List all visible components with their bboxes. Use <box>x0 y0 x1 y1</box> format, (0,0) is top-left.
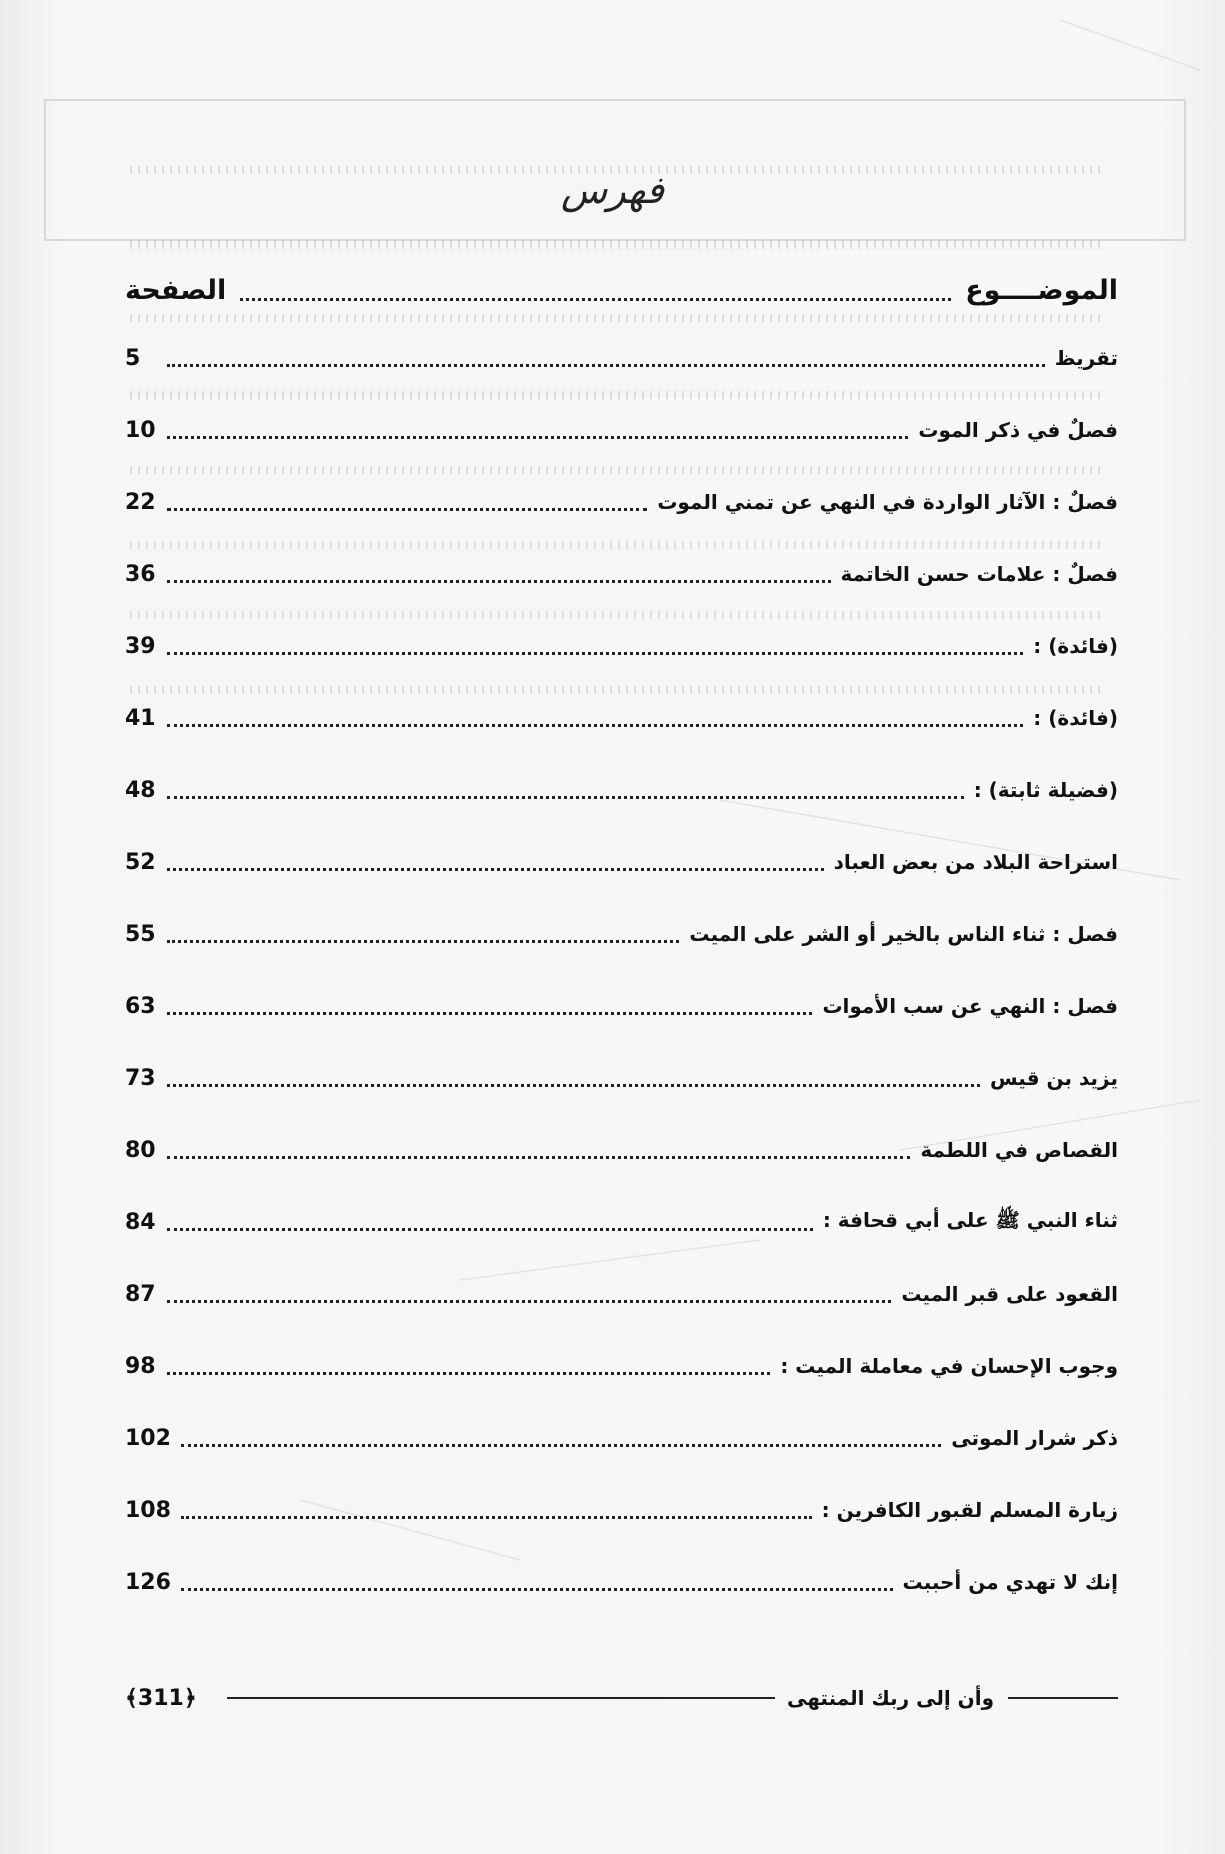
toc-entry-page: 41 <box>125 705 156 731</box>
toc-entry-title: وجوب الإحسان في معاملة الميت : <box>780 1354 1118 1378</box>
dot-leader <box>167 854 824 871</box>
toc-entry-title: القصاص في اللطمة <box>920 1138 1118 1162</box>
toc-entry[interactable] <box>125 1564 1118 1600</box>
header-dot-leader <box>240 280 951 301</box>
toc-entry-title: فصلٌ في ذكر الموت <box>918 418 1118 442</box>
dot-leader <box>167 782 964 799</box>
dot-leader <box>167 422 908 439</box>
footer-page-number: ﴾311﴿ <box>125 1685 197 1711</box>
toc-entry[interactable] <box>125 844 1118 880</box>
dot-leader <box>167 998 812 1015</box>
dot-leader <box>167 710 1023 727</box>
dot-leader <box>167 638 1023 655</box>
footer-rule-left <box>227 1697 775 1699</box>
dot-leader <box>167 494 647 511</box>
toc-entry[interactable] <box>125 412 1118 448</box>
toc-entry-page: 87 <box>125 1281 156 1307</box>
footer-rule-right <box>1008 1697 1118 1699</box>
toc-entry-page: 126 <box>125 1569 171 1595</box>
toc-entry-page: 63 <box>125 993 156 1019</box>
dot-leader <box>181 1430 941 1447</box>
dot-leader <box>167 1358 770 1375</box>
toc-entry-page: 5 <box>125 345 141 371</box>
toc-entry[interactable] <box>125 772 1118 808</box>
column-header <box>125 270 1118 310</box>
toc-entry-title: (فضيلة ثابتة) : <box>973 778 1118 802</box>
toc-entry-page: 98 <box>125 1353 156 1379</box>
index-title: فهرس <box>560 168 665 212</box>
toc-entry-title: يزيد بن قيس <box>990 1066 1118 1090</box>
toc-entry-page: 108 <box>125 1497 171 1523</box>
dot-leader <box>167 1214 813 1231</box>
dot-leader <box>167 1142 910 1159</box>
toc-entry-title: زيارة المسلم لقبور الكافرين : <box>821 1498 1118 1522</box>
toc-entry-title: القعود على قبر الميت <box>901 1282 1118 1306</box>
dot-leader <box>181 1502 812 1519</box>
toc-entry-page: 84 <box>125 1209 156 1235</box>
toc-entry-title: تقريظ <box>1054 346 1118 370</box>
toc-entry-title: ذكر شرار الموتى <box>951 1426 1118 1450</box>
toc-entry-page: 10 <box>125 417 156 443</box>
toc-entry-page: 22 <box>125 489 156 515</box>
dot-leader <box>167 1286 891 1303</box>
toc-entry-title: فصلٌ : علامات حسن الخاتمة <box>840 562 1118 586</box>
page-footer <box>125 1680 1118 1716</box>
toc-entry-page: 36 <box>125 561 156 587</box>
page-column-label: الصفحة <box>125 274 227 306</box>
footer-book-title: وأن إلى ربك المنتهى <box>786 1686 994 1710</box>
toc-entry-title: (فائدة) : <box>1033 706 1118 730</box>
toc-entry-title: ثناء النبي ﷺ على أبي قحافة : <box>822 1207 1118 1232</box>
toc-entry-title: فصلٌ : الآثار الواردة في النهي عن تمني الموت <box>657 490 1118 514</box>
toc-entry[interactable] <box>125 1204 1118 1240</box>
toc-entry[interactable] <box>125 916 1118 952</box>
toc-entry-page: 102 <box>125 1425 171 1451</box>
toc-entry-page: 80 <box>125 1137 156 1163</box>
toc-entry-page: 52 <box>125 849 156 875</box>
toc-entry[interactable] <box>125 1060 1118 1096</box>
toc-entry[interactable] <box>125 1348 1118 1384</box>
toc-entry[interactable] <box>125 484 1118 520</box>
toc-entry-title: فصل : النهي عن سب الأموات <box>822 994 1118 1018</box>
toc-entry-page: 48 <box>125 777 156 803</box>
dot-leader <box>181 1574 893 1591</box>
toc-entry-title: استراحة البلاد من بعض العباد <box>833 850 1118 874</box>
toc-entry[interactable] <box>125 1132 1118 1168</box>
toc-entry[interactable] <box>125 988 1118 1024</box>
toc-entry-title: (فائدة) : <box>1033 634 1118 658</box>
toc-entry-title: إنك لا تهدي من أحببت <box>902 1570 1118 1594</box>
toc-entry[interactable] <box>125 1420 1118 1456</box>
toc-entry[interactable] <box>125 556 1118 592</box>
toc-entry-page: 55 <box>125 921 156 947</box>
toc-entry-title: فصل : ثناء الناس بالخير أو الشر على الميت <box>689 922 1118 946</box>
toc-entry-page: 39 <box>125 633 156 659</box>
toc-entry[interactable] <box>125 1492 1118 1528</box>
dot-leader <box>167 926 679 943</box>
toc-entry[interactable] <box>125 700 1118 736</box>
toc-entry[interactable] <box>125 628 1118 664</box>
toc-entry-page: 73 <box>125 1065 156 1091</box>
dot-leader <box>167 1070 980 1087</box>
toc-entry[interactable] <box>125 340 1118 376</box>
dot-leader <box>167 566 831 583</box>
toc-entry[interactable] <box>125 1276 1118 1312</box>
topic-column-label: الموضــــوع <box>965 274 1118 306</box>
dot-leader <box>167 350 1045 367</box>
